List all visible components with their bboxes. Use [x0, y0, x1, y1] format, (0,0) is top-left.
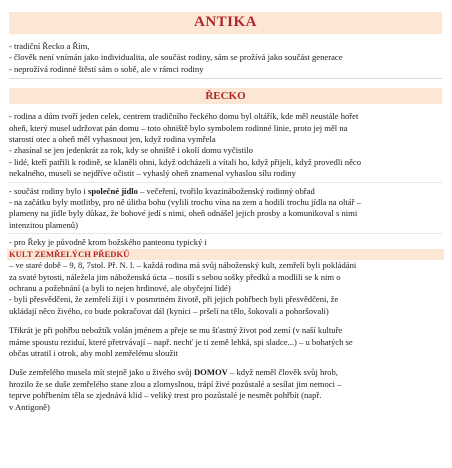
text-line: oheň, který musel udržovat pán domu – toto ohniště bylo symbolem rodinné linie, proto jej měl na [9, 122, 348, 133]
paragraph-meal [9, 186, 442, 232]
divider [9, 182, 442, 183]
text-line: plameny na jídle byly důkaz, že bohové jedí s nimi, oheň odnášel jejich prosby a komunikoval s nimi [9, 208, 358, 219]
text-line: intenzitou plamenů) [9, 219, 78, 230]
text-line: - rodina a dům tvoří jeden celek, centrem tradičního řeckého domu byl oltářík, kde měl neustále hořet [9, 111, 359, 122]
text-line: - lidé, kteří patřili k rodině, se klaněli ohni, když odcházeli a vítali ho, když přijeli, když provedli něco [9, 156, 361, 167]
divider [9, 78, 442, 79]
paragraph-hearth [9, 111, 442, 179]
intro-list [9, 41, 442, 75]
text-line: občas utratil i otrok, aby mohl zemřelému sloužit [9, 347, 178, 358]
title-band [9, 12, 442, 34]
paragraph-cult [9, 237, 442, 317]
text-line: - pro Řeky je původně krom božského panteonu typický i [9, 237, 207, 248]
cult-heading: KULT ZEMŘELÝCH PŘEDKŮ [9, 248, 130, 259]
text-line: nekalného, museli se nejdříve očistit – vyhaslý oheň znamenal vyhaslou sílu rodiny [9, 168, 296, 179]
text-line: - byli přesvědčeni, že zemřelí žijí i v posmrtném životě, při jejich pohřbech byli přesvědčeni, že [9, 294, 339, 305]
cult-heading-band [7, 249, 444, 260]
text-line: ochranu a požehnání (a byli to nejen hrdinové, ale obyčejní lidé) [9, 282, 231, 293]
intro-line: - tradiční Řecko a Řím, [9, 41, 90, 51]
text-line: – ve staré době – 9, 8, 7stol. Př. N. l. – každá rodina má svůj náboženský kult, zemřelí byli pokládáni [9, 260, 357, 271]
text-line: máme spoustu reziduí, které přetrvávají – např. nechť je ti země lehká, spi sladce...) – u bohatých se [9, 336, 353, 347]
text-line [9, 367, 442, 378]
text-span: – když neměl člověk svůj hrob, [227, 367, 338, 378]
text-line [9, 186, 442, 197]
text-line: - na začátku byly motlitby, pro ně úlitba bohu (vylili trochu vína na zem a hodili trochu jídla na oltář – [9, 197, 361, 208]
divider [9, 233, 442, 234]
text-line: teprve pohřbením těla se zjednává klid – veliký trest pro pozůstalé je nesmět pohřbít (např. [9, 390, 322, 401]
section-band [9, 88, 442, 104]
emphasis-text: společné jídlo [88, 185, 138, 196]
text-span: - součást rodiny bylo i [9, 185, 89, 196]
section-title: ŘECKO [205, 89, 246, 102]
text-line: v Antigoně) [9, 401, 50, 412]
page-title: ANTIKA [193, 14, 257, 31]
intro-line: - člověk není vnímán jako individualita, ale součást rodiny, sám se prožívá jako součást generace [9, 52, 343, 63]
text-span: Duše zemřelého musela mít stejně jako u živého svůj [9, 367, 194, 378]
text-line: hrozilo že se duše zemřelého stane zlou a zlomyslnou, trápí živé pozůstalé a sesílat jim nemoci – [9, 378, 342, 389]
text-line: Třikrát je při pohřbu nebožtík volán jménem a přeje se mu šťastný život pod zemí (v naší kultuře [9, 325, 343, 336]
text-line: - zhasínal se jen jedenkrát za rok, kdy se ohniště i okolí domu vyčistilo [9, 145, 253, 156]
text-line: ukládají něco živého, co bude pokračovat dál (kynici – pršelí na tělo, šokovali a pohoršovali) [9, 305, 329, 316]
emphasis-text: DOMOV [193, 367, 228, 378]
paragraph-funeral [9, 325, 442, 359]
text-line: starosti otec a oheň měl vyhasnout jen, když rodina vymřela [9, 134, 216, 145]
intro-line: - neprožívá rodinné štěstí sám o sobě, ale v rámci rodiny [9, 63, 204, 74]
text-line: za svaté bytosti, náležela jim náboženská úcta – nosili s sebou sošky předků a modlili se k nim o [9, 271, 341, 282]
text-span: – večeření, tvořilo kvazináboženský rodinný obřad [137, 185, 315, 196]
document-page [0, 12, 452, 468]
paragraph-home [9, 367, 442, 413]
